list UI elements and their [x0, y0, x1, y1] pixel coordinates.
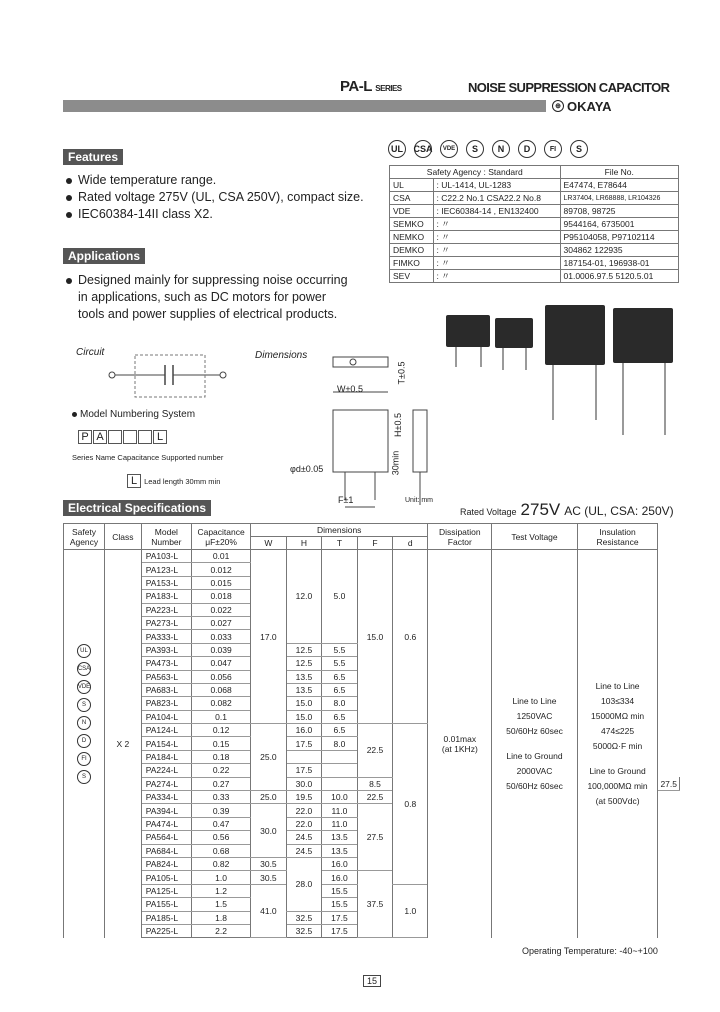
dim-t: 16.0: [322, 871, 358, 884]
dim-t: 10.0: [322, 791, 358, 804]
csa-mark-icon: CSA: [414, 140, 432, 158]
applications-heading: Applications: [63, 248, 145, 264]
dim-t: [322, 764, 358, 777]
dim-w: 25.0: [251, 791, 287, 804]
table-row: SEV : 〃 01.0006.97.5 5120.5.01: [390, 270, 679, 283]
model-number: PA153-L: [141, 576, 191, 589]
page-number: 15: [363, 975, 381, 987]
capacitance: 0.082: [192, 697, 251, 710]
dim-h: 19.5: [286, 791, 322, 804]
dim-t: 16.0: [322, 857, 358, 870]
dim-f: 37.5: [357, 871, 393, 938]
lead-diameter-label: φd±0.05: [290, 464, 324, 474]
circuit-label: Circuit: [76, 347, 105, 358]
dim-h: 15.0: [286, 697, 322, 710]
dim-w: 30.0: [286, 777, 322, 790]
dim-w: 30.5: [251, 857, 287, 870]
model-number: PA103-L: [141, 550, 191, 563]
model-number: PA563-L: [141, 670, 191, 683]
list-item: Rated voltage 275V (UL, CSA 250V), compact size.: [66, 189, 364, 206]
test-voltage: Line to Line 1250VAC 50/60Hz 60sec Line to Ground 2000VAC 50/60Hz 60sec: [492, 550, 577, 938]
dim-t: 5.5: [322, 657, 358, 670]
model-number: PA684-L: [141, 844, 191, 857]
dim-h: 16.0: [286, 724, 322, 737]
circuit-diagram: [100, 352, 240, 402]
dim-w: 30.5: [251, 871, 287, 884]
electrical-specs-table: Safety Agency Class Model Number Capacitance μF±20% Dimensions Dissipation Factor Test Voltage Insulation Resistance W H T F d UL CSA VDE S N D FI S X 2 PA103-L 0.01 17.0 12.0 5.0 15.0 0.6 0.01max (at 1KHz) Line to Line 1250VAC 50/60Hz 60sec Line to Ground 2000VAC 50/60Hz 60sec Line to Line 103≤334 15000MΩ min 474≤225 5000Ω·F min Line to Ground 100,000MΩ min (at 500Vdc) PA123-L 0.012 PA153-L 0.015 PA183-L 0.018 PA223-L 0.022 PA273-L 0.027 PA333-L 0.033 PA393-L 0.039 12.5 5.5 PA473-L 0.047 12.5 5.5 PA563-L 0.056 13.5 6.5 PA683-L 0.068 13.5 6.5 PA823-L 0.082 15.0 8.0 PA104-L 0.1 15.0 6.5 PA124-L 0.12 25.0 16.0 6.5 22.5 0.8 PA154-L 0.15 17.5 8.0 PA184-L 0.18 PA224-L 0.22 17.5 PA274-L 0.27 30.0 8.5 27.5 PA334-L 0.33 25.0 19.5 10.0 22.5 PA394-L 0.39 30.0 22.0 11.0 27.5 PA474-L 0.47 22.0 11.0 PA564-L 0.56 24.5 13.5 PA684-L 0.68 24.5 13.5 PA824-L 0.82 30.5 28.0 16.0 PA105-L 1.0 30.5 16.0 37.5 PA125-L 1.2 41.0 15.5 1.0 PA155-L 1.5 15.5 PA185-L 1.8 32.5 17.5 PA225-L 2.2 32.5 17.5: [63, 523, 680, 938]
list-item: IEC60384-14II class X2.: [66, 206, 364, 223]
dim-t: 6.5: [322, 724, 358, 737]
model-number: PA123-L: [141, 563, 191, 576]
capacitance: 0.47: [192, 817, 251, 830]
dim-h: 15.0: [286, 710, 322, 723]
dim-w: 41.0: [251, 884, 287, 938]
capacitance: 0.027: [192, 616, 251, 629]
features-heading: Features: [63, 149, 123, 165]
page-title: NOISE SUPPRESSION CAPACITOR: [468, 80, 670, 95]
dim-t: 13.5: [322, 844, 358, 857]
capacitance: 0.82: [192, 857, 251, 870]
dim-h: [322, 777, 358, 790]
model-number: PA124-L: [141, 724, 191, 737]
model-number-boxes: P A L: [78, 430, 168, 444]
list-item: Wide temperature range.: [66, 172, 364, 189]
dim-h: 12.0: [286, 550, 322, 644]
dim-t: 15.5: [322, 898, 358, 911]
capacitance: 0.56: [192, 831, 251, 844]
model-number: PA184-L: [141, 750, 191, 763]
model-number: PA274-L: [141, 777, 191, 790]
dim-t: 17.5: [322, 924, 358, 937]
table-row: [64, 550, 680, 563]
dim-h: 17.5: [286, 764, 322, 777]
dimensions-diagram: [325, 345, 445, 510]
ul-mark-icon: UL: [388, 140, 406, 158]
capacitance: 2.2: [192, 924, 251, 937]
okaya-logo-icon: ⊕: [552, 100, 564, 112]
dim-f: 22.5: [357, 791, 393, 804]
model-number: PA223-L: [141, 603, 191, 616]
dim-t: 8.0: [322, 697, 358, 710]
h-dimension-label: H±0.5: [392, 413, 403, 437]
capacitance: 0.22: [192, 764, 251, 777]
demko-mark-icon: D: [518, 140, 536, 158]
dim-h: 12.5: [286, 657, 322, 670]
capacitance: 0.039: [192, 643, 251, 656]
dim-f: 15.0: [357, 550, 393, 724]
class-cell: X 2: [104, 550, 141, 938]
model-number: PA564-L: [141, 831, 191, 844]
model-number: PA154-L: [141, 737, 191, 750]
electrical-heading: Electrical Specifications: [63, 500, 211, 516]
dim-t: 17.5: [322, 911, 358, 924]
dim-h: [286, 750, 322, 763]
dim-h: 13.5: [286, 683, 322, 696]
dim-t: 6.5: [322, 710, 358, 723]
capacitance: 0.12: [192, 724, 251, 737]
model-number: PA225-L: [141, 924, 191, 937]
dim-h: 13.5: [286, 670, 322, 683]
dim-h: 28.0: [286, 857, 322, 911]
dim-h: 22.0: [286, 804, 322, 817]
sev-mark-icon: S: [570, 140, 588, 158]
model-number: PA333-L: [141, 630, 191, 643]
table-row: FIMKO : 〃 187154-01, 196938-01: [390, 257, 679, 270]
model-numbering-title: Model Numbering System: [72, 409, 195, 420]
model-number: PA224-L: [141, 764, 191, 777]
table-row: UL : UL-1414, UL-1283 E47474, E78644: [390, 179, 679, 192]
model-number: PA183-L: [141, 590, 191, 603]
dim-t: 6.5: [322, 683, 358, 696]
model-number: PA334-L: [141, 791, 191, 804]
capacitance: 0.01: [192, 550, 251, 563]
dim-h: 24.5: [286, 831, 322, 844]
dim-t: [322, 750, 358, 763]
model-number: PA393-L: [141, 643, 191, 656]
insulation-resistance: Line to Line 103≤334 15000MΩ min 474≤225 5000Ω·F min Line to Ground 100,000MΩ min (at 500Vdc): [577, 550, 658, 938]
model-number: PA474-L: [141, 817, 191, 830]
dim-f: 22.5: [357, 724, 393, 778]
brand-logo: ⊕ OKAYA: [546, 98, 680, 114]
capacitance: 0.15: [192, 737, 251, 750]
dim-f: 27.5: [658, 777, 680, 790]
f-dimension-label: F±1: [338, 495, 354, 505]
fimko-mark-icon: FI: [544, 140, 562, 158]
model-number-legend: Series Name Capacitance Supported number: [72, 453, 224, 462]
safety-agency-table: Safety Agency : Standard File No. UL : UL-1414, UL-1283 E47474, E78644 CSA : C22.2 No.1 CSA22.2 No.8 LR37404, LR68888, LR104326 VDE : IEC60384-14 , EN132400 89708, 98725 SEMKO : 〃 9544164, 6735001 NEMKO : 〃 P95104058, P97102114 DEMKO : 〃 304862 122935 FIMKO : 〃 187154-01, 196938-01 SEV : 〃 01.0006.97.5 5120.5.01: [389, 165, 679, 283]
capacitance: 0.33: [192, 791, 251, 804]
dim-h: 12.5: [286, 643, 322, 656]
dim-w: 25.0: [251, 724, 287, 791]
model-number: PA105-L: [141, 871, 191, 884]
model-number: PA104-L: [141, 710, 191, 723]
unit-label: Unit: mm: [405, 497, 433, 504]
dim-t: 5.5: [322, 643, 358, 656]
dim-t: 15.5: [322, 884, 358, 897]
dim-t: 5.0: [322, 550, 358, 644]
series-title: PA-L SERIES: [340, 78, 402, 95]
lead-length-note: L Lead length 30mm min: [127, 474, 220, 488]
applications-text: Designed mainly for suppressing noise occurring in applications, such as DC motors for power tools and power supplies of electrical products.: [66, 272, 348, 323]
capacitance: 1.5: [192, 898, 251, 911]
rated-voltage: Rated Voltage 275V AC (UL, CSA: 250V): [460, 500, 674, 519]
dimensions-label: Dimensions: [255, 350, 308, 361]
lead-min-label: 30min: [390, 450, 401, 476]
model-number: PA273-L: [141, 616, 191, 629]
dim-h: 24.5: [286, 844, 322, 857]
capacitance: 0.68: [192, 844, 251, 857]
dim-d: 1.0: [393, 884, 428, 938]
table-row: CSA : C22.2 No.1 CSA22.2 No.8 LR37404, LR68888, LR104326: [390, 192, 679, 205]
w-dimension-label: W±0.5: [337, 384, 363, 394]
model-number: PA823-L: [141, 697, 191, 710]
model-number: PA155-L: [141, 898, 191, 911]
dim-d: 0.6: [393, 550, 428, 724]
agency-marks: UL CSA VDE S N D FI S: [64, 550, 105, 938]
capacitance: 0.015: [192, 576, 251, 589]
operating-temperature: Operating Temperature: -40~+100: [522, 946, 658, 956]
semko-mark-icon: S: [466, 140, 484, 158]
capacitance: 1.2: [192, 884, 251, 897]
dim-t: 11.0: [322, 817, 358, 830]
dim-t: 11.0: [322, 804, 358, 817]
model-number: PA473-L: [141, 657, 191, 670]
dim-w: 17.0: [251, 550, 287, 724]
dim-w: 30.0: [251, 804, 287, 858]
capacitance: 1.0: [192, 871, 251, 884]
capacitance: 0.18: [192, 750, 251, 763]
dim-d: 0.8: [393, 724, 428, 885]
capacitance: 0.018: [192, 590, 251, 603]
dim-t: 8.5: [357, 777, 393, 790]
model-number: PA824-L: [141, 857, 191, 870]
t-dimension-label: T±0.5: [396, 361, 407, 385]
dim-t: 13.5: [322, 831, 358, 844]
table-row: NEMKO : 〃 P95104058, P97102114: [390, 231, 679, 244]
capacitance: 0.056: [192, 670, 251, 683]
table-row: VDE : IEC60384-14 , EN132400 89708, 98725: [390, 205, 679, 218]
capacitance: 0.033: [192, 630, 251, 643]
model-number: PA683-L: [141, 683, 191, 696]
dim-h: 32.5: [286, 911, 322, 924]
table-row: DEMKO : 〃 304862 122935: [390, 244, 679, 257]
model-number: PA185-L: [141, 911, 191, 924]
table-row: SEMKO : 〃 9544164, 6735001: [390, 218, 679, 231]
certification-marks: [388, 140, 588, 158]
dim-t: 6.5: [322, 670, 358, 683]
features-list: [66, 172, 364, 223]
capacitance: 0.1: [192, 710, 251, 723]
capacitance: 0.012: [192, 563, 251, 576]
model-number: PA394-L: [141, 804, 191, 817]
product-photo: [440, 300, 680, 440]
capacitance: 0.27: [192, 777, 251, 790]
capacitance: 0.068: [192, 683, 251, 696]
dissipation-factor: 0.01max (at 1KHz): [428, 550, 492, 938]
capacitance: 0.022: [192, 603, 251, 616]
capacitance: 0.39: [192, 804, 251, 817]
dim-h: 22.0: [286, 817, 322, 830]
dim-h: 17.5: [286, 737, 322, 750]
model-number: PA125-L: [141, 884, 191, 897]
dim-h: 32.5: [286, 924, 322, 937]
vde-mark-icon: VDE: [440, 140, 458, 158]
nemko-mark-icon: N: [492, 140, 510, 158]
dim-t: 8.0: [322, 737, 358, 750]
capacitance: 0.047: [192, 657, 251, 670]
capacitance: 1.8: [192, 911, 251, 924]
dim-f: 27.5: [357, 804, 393, 871]
